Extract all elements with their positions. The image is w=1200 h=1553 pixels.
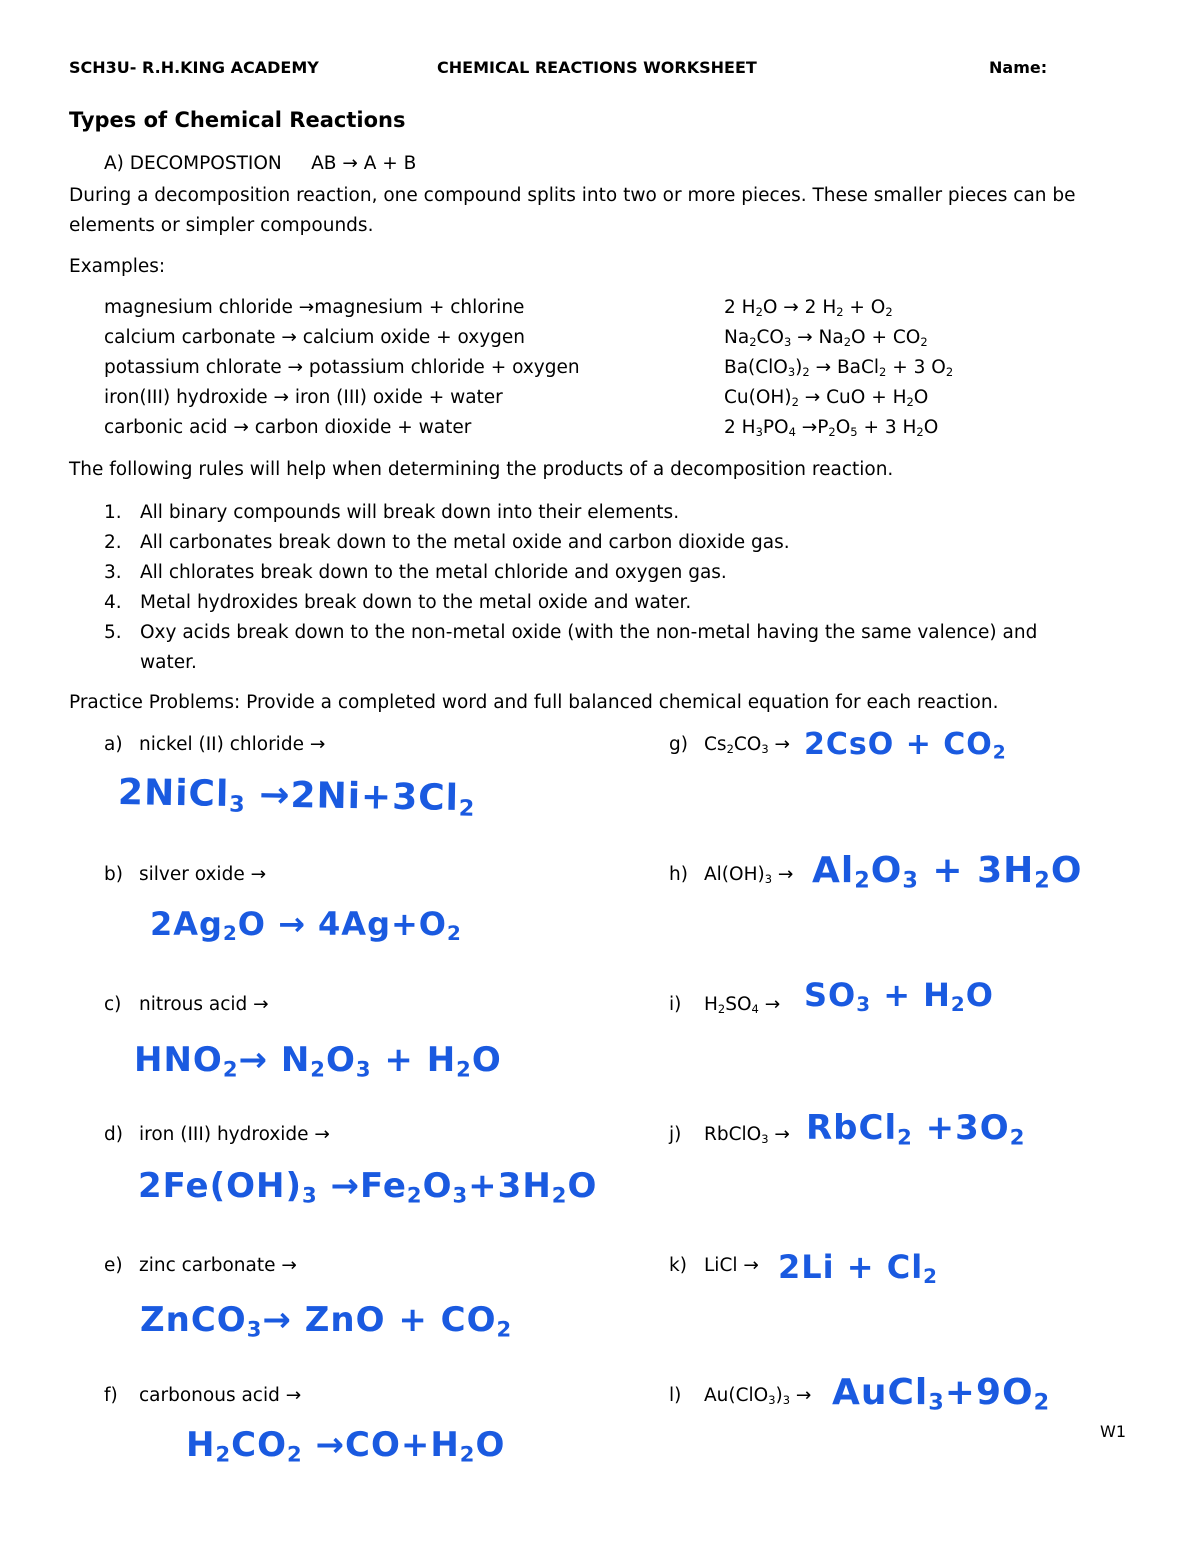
problem-prompt: i) $H_2SO_4$ → [669, 994, 781, 1016]
rule-item: 3. All chlorates break down to the metal chloride and oxygen gas. [104, 562, 727, 583]
handwritten-answer: $SO_3 + H_2O$ [804, 976, 994, 1016]
word-example: carbonic acid → carbon dioxide + water [104, 417, 472, 438]
handwritten-answer: $AuCl_3+9O_2$ [832, 1372, 1051, 1416]
word-example: iron(III) hydroxide → iron (III) oxide + water [104, 387, 503, 408]
formula-example: $Ba(ClO_3)_2$ → BaCl$_2$ + 3 $O_2$ [724, 357, 954, 379]
problem-prompt: c) nitrous acid → [104, 994, 269, 1015]
problem-prompt: j) RbClO$_3$ → [669, 1124, 790, 1146]
problem-prompt: l) $Au(ClO_3)_3$ → [669, 1385, 812, 1407]
problem-prompt: k) LiCl → [669, 1255, 759, 1276]
formula-example: 2 $H_3PO_4 \to P_2O_5 + 3$ $H_2O$ [724, 417, 939, 439]
section-heading-label: A) DECOMPOSTION [104, 153, 282, 174]
worksheet-title: CHEMICAL REACTIONS WORKSHEET [437, 58, 757, 77]
handwritten-answer: $2Li + Cl_2$ [778, 1248, 938, 1288]
word-example: magnesium chloride →magnesium + chlorine [104, 297, 525, 318]
word-example: calcium carbonate → calcium oxide + oxygen [104, 327, 526, 348]
handwritten-answer: $2Ag_2O \to 4Ag+O_2$ [150, 905, 462, 945]
rule-item: 4. Metal hydroxides break down to the metal oxide and water. [104, 592, 692, 613]
problem-prompt: g) $Cs_2CO_3$ → [669, 734, 791, 756]
problem-prompt: f) carbonous acid → [104, 1385, 302, 1406]
problem-prompt: a) nickel (II) chloride → [104, 734, 326, 755]
handwritten-answer: $HNO_2\to N_2O_3 + H_2O$ [134, 1040, 502, 1082]
rules-intro: The following rules will help when determining the products of a decomposition reaction. [69, 459, 894, 480]
section-heading [104, 153, 416, 174]
handwritten-answer: 2NiCl$_3$ $\to 2Ni+3Cl_2$ [117, 772, 476, 822]
problem-prompt: e) zinc carbonate → [104, 1255, 297, 1276]
practice-intro: Practice Problems: Provide a completed word and full balanced chemical equation for each reaction. [69, 692, 999, 713]
problem-prompt: b) silver oxide → [104, 864, 267, 885]
handwritten-answer: $Al_2O_3 + 3H_2O$ [812, 850, 1083, 894]
handwritten-answer: $H_2CO_2 \to CO+H_2O$ [186, 1425, 506, 1467]
course-header: SCH3U- R.H.KING ACADEMY [69, 58, 319, 77]
rules-list [104, 498, 1104, 678]
rule-item: 5. Oxy acids break down to the non-metal oxide (with the non-metal having the same valence) and water. [104, 622, 1038, 673]
section-description: During a decomposition reaction, one compound splits into two or more pieces. These smaller pieces can be elements or simpler compounds. [69, 185, 1076, 236]
formula-example: $Na_2CO_3 \to Na_2O + CO_2$ [724, 327, 928, 349]
handwritten-answer: $2Fe(OH)_3 \to Fe_2O_3+3H_2O$ [138, 1166, 598, 1208]
formula-example: $Cu(OH)_2$ → CuO + $H_2O$ [724, 387, 929, 409]
rule-item: 1. All binary compounds will break down into their elements. [104, 502, 680, 523]
problem-prompt: d) iron (III) hydroxide → [104, 1124, 330, 1145]
examples-label: Examples: [69, 256, 166, 277]
general-form: AB → A + B [311, 153, 417, 174]
handwritten-answer: RbCl$_2$ $+3O_2$ [806, 1108, 1026, 1150]
word-example: potassium chlorate → potassium chloride + oxygen [104, 357, 580, 378]
page-title: Types of Chemical Reactions [69, 108, 406, 132]
rule-item: 2. All carbonates break down to the metal oxide and carbon dioxide gas. [104, 532, 790, 553]
handwritten-answer: ZnCO$_3$→ ZnO + $CO_2$ [140, 1300, 513, 1342]
name-label: Name: [989, 58, 1048, 77]
handwritten-answer: $2CsO + CO_2$ [804, 727, 1007, 764]
problem-prompt: h) $Al(OH)_3$ → [669, 864, 794, 886]
formula-example: 2 $H_2O \to 2$ $H_2 + O_2$ [724, 297, 893, 319]
page-footer: W1 [1100, 1422, 1126, 1441]
